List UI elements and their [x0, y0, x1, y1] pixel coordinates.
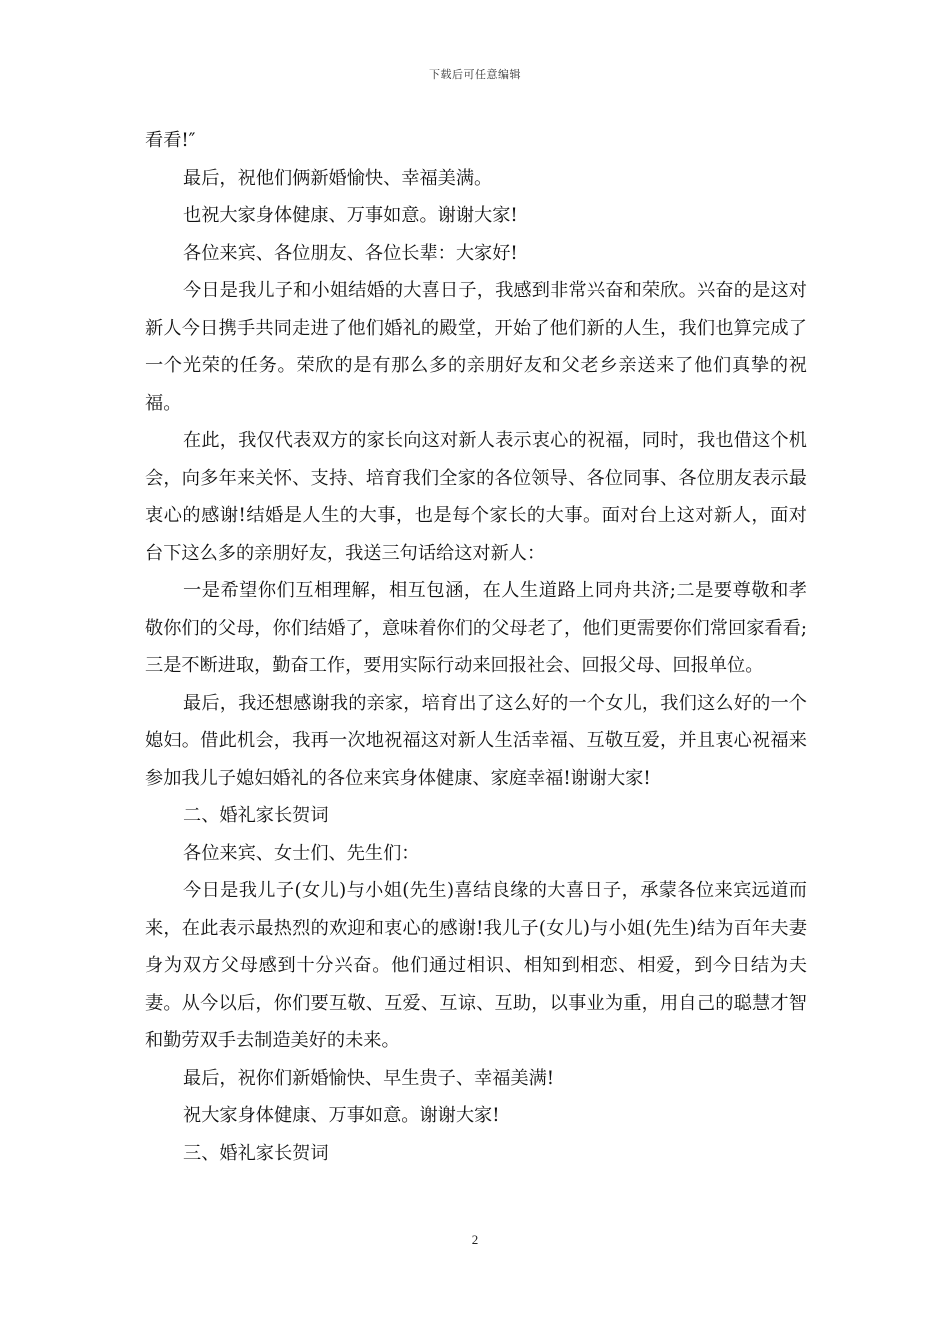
paragraph: 在此，我仅代表双方的家长向这对新人表示衷心的祝福，同时，我也借这个机会，向多年来关怀、支持、培育我们全家的各位领导、各位同事、各位朋友表示最衷心的感谢!结婚是人生的大事，也是每个家长的大事。面对台上这对新人，面对台下这么多的亲朋好友，我送三句话给这对新人： [145, 430, 807, 564]
paragraph: 看看!″ [145, 130, 196, 151]
page-number: 2 [471, 1232, 479, 1247]
paragraph: 各位来宾、女士们、先生们： [183, 842, 420, 864]
paragraph: 最后，我还想感谢我的亲家，培育出了这么好的一个女儿，我们这么好的一个媳妇。借此机会，我再一次地祝福这对新人生活幸福、互敬互爱，并且衷心祝福来参加我儿子媳妇婚礼的各位来宾身体健康、家庭幸福!谢谢大家! [145, 692, 807, 789]
paragraph: 今日是我儿子(女儿)与小姐(先生)喜结良缘的大喜日子，承蒙各位来宾远道而来，在此表示最热烈的欢迎和衷心的感谢!我儿子(女儿)与小姐(先生)结为百年夫妻身为双方父母感到十分兴奋。他们通过相识、相知到相恋、相爱，到今日结为夫妻。从今以后，你们要互敬、互爱、互谅、互助，以事业为重，用自己的聪慧才智和勤劳双手去制造美好的未来。 [145, 880, 807, 1051]
paragraph: 今日是我儿子和小姐结婚的大喜日子，我感到非常兴奋和荣欣。兴奋的是这对新人今日携手共同走进了他们婚礼的殿堂，开始了他们新的人生，我们也算完成了一个光荣的任务。荣欣的是有那么多的亲朋好友和父老乡亲送来了他们真挚的祝福。 [145, 280, 807, 414]
paragraph: 各位来宾、各位朋友、各位长辈：大家好! [183, 242, 518, 264]
section-heading: 二、婚礼家长贺词 [183, 805, 329, 826]
paragraph: 一是希望你们互相理解，相互包涵，在人生道路上同舟共济;二是要尊敬和孝敬你们的父母，你们结婚了，意味着你们的父母老了，他们更需要你们常回家看看;三是不断进取，勤奋工作，要用实际行动来回报社会、回报父母、回报单位。 [145, 580, 807, 676]
document-body [145, 122, 807, 1172]
paragraph: 祝大家身体健康、万事如意。谢谢大家! [183, 1105, 500, 1126]
paragraph: 最后，祝你们新婚愉快、早生贵子、幸福美满! [183, 1067, 555, 1089]
section-heading: 三、婚礼家长贺词 [183, 1142, 329, 1164]
paragraph: 最后，祝他们俩新婚愉快、幸福美满。 [183, 167, 493, 189]
paragraph: 也祝大家身体健康、万事如意。谢谢大家! [183, 205, 518, 226]
page-header: 下载后可任意编辑 [429, 68, 521, 81]
